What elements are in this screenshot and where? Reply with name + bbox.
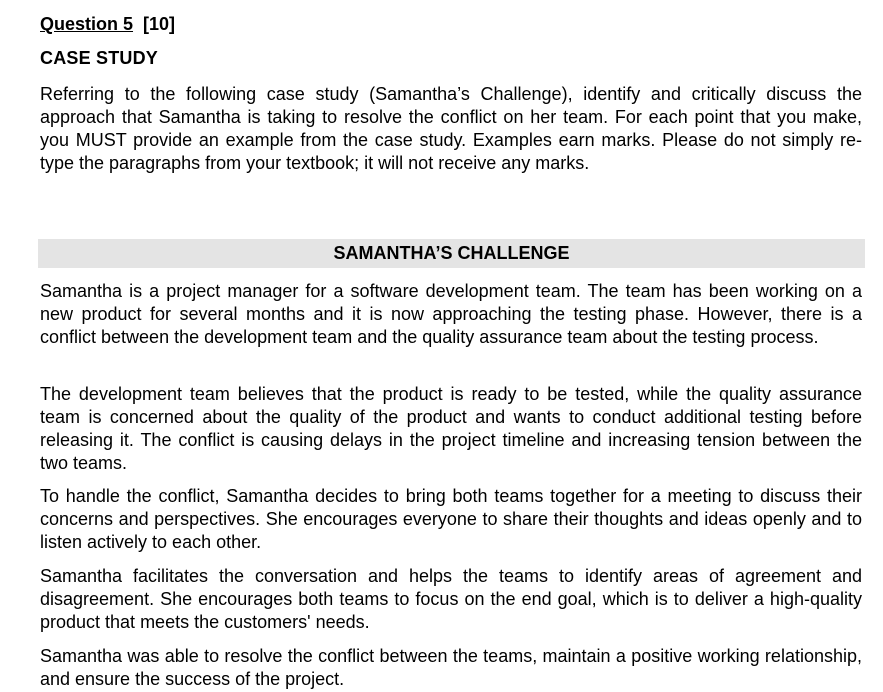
question-heading <box>40 14 175 35</box>
question-marks: [10] <box>143 14 176 34</box>
section-type-heading: CASE STUDY <box>40 48 159 68</box>
case-study-title-banner: SAMANTHA’S CHALLENGE <box>38 239 865 268</box>
case-paragraph-4: Samantha facilitates the conversation and helps the teams to identify areas of agreement and disagreement. She encourages both teams to focus on the end goal, which is to deliver a high-quality product that meets the customers' needs. <box>40 566 862 632</box>
case-paragraph-5: Samantha was able to resolve the conflict between the teams, maintain a positive working relationship, and ensure the success of the project. <box>40 646 862 689</box>
case-paragraph-1: Samantha is a project manager for a software development team. The team has been working on a new product for several months and it is now approaching the testing phase. However, there is a conflict between the development team and the quality assurance team about the testing process. <box>40 281 862 347</box>
case-paragraph-2: The development team believes that the product is ready to be tested, while the quality assurance team is concerned about the quality of the product and wants to conduct additional testing before releasing it. The conflict is causing delays in the project timeline and increasing tension between the two teams. <box>40 384 862 473</box>
question-label: Question 5 <box>40 14 134 34</box>
instructions-paragraph: Referring to the following case study (Samantha’s Challenge), identify and critically discuss the approach that Samantha is taking to resolve the conflict on her team. For each point that you make, you MUST provide an example from the case study. Examples earn marks. Please do not simply re-type the paragraphs from your textbook; it will not receive any marks. <box>40 84 862 173</box>
case-paragraph-3: To handle the conflict, Samantha decides to bring both teams together for a meeting to discuss their concerns and perspectives. She encourages everyone to share their thoughts and ideas openly and to listen actively to each other. <box>40 486 862 552</box>
